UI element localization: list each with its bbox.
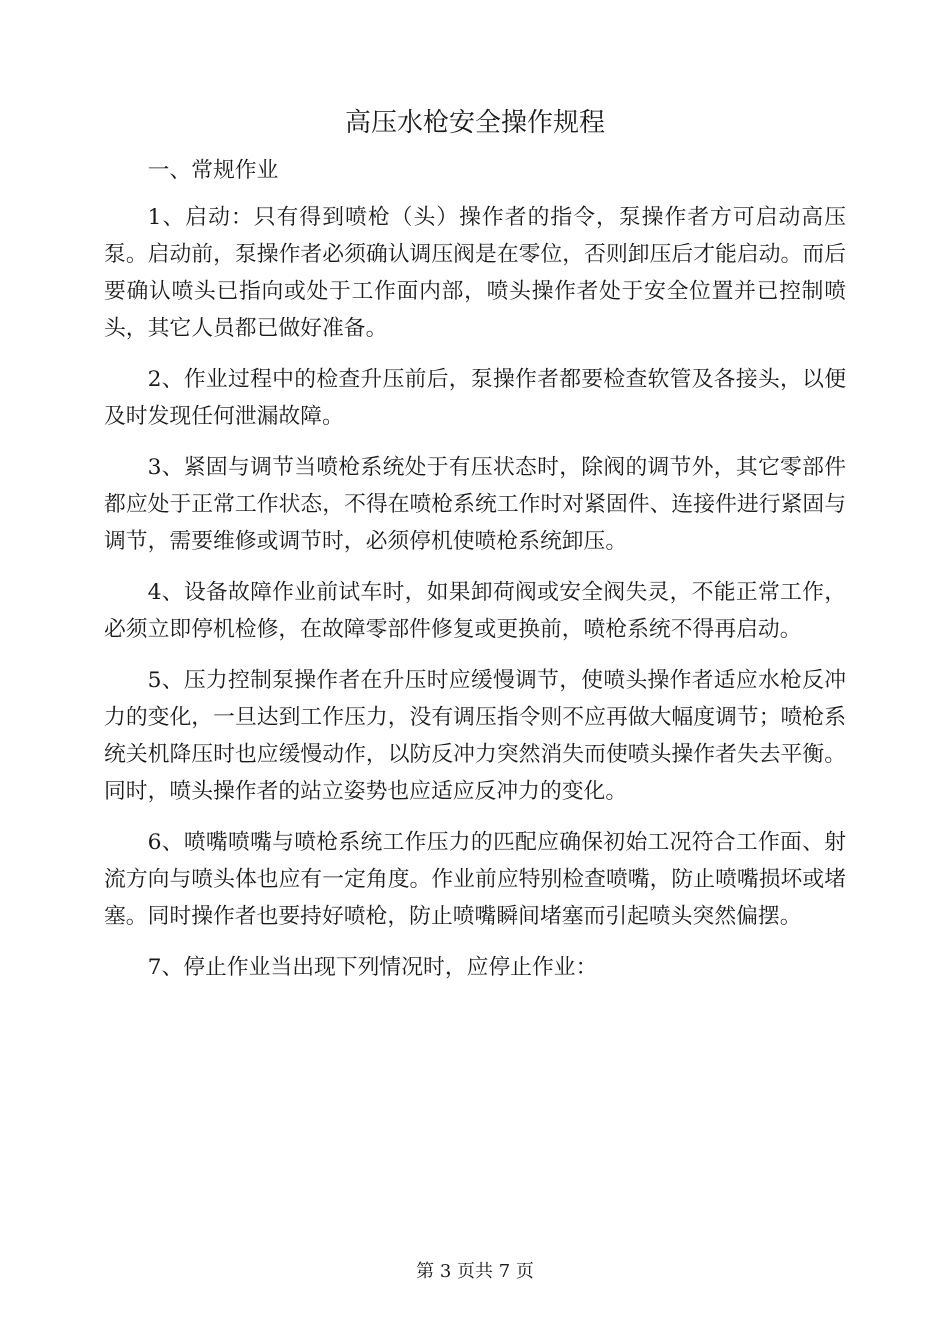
paragraph-startup: 1、启动：只有得到喷枪（头）操作者的指令，泵操作者方可启动高压泵。启动前，泵操作者必须确认调压阀是在零位，否则卸压后才能启动。而后要确认喷头已指向或处于工作面内部，喷头操作者处于安全位置并已控制喷头，其它人员都已做好准备。 bbox=[104, 205, 846, 341]
paragraph-equipment-fault: 4、设备故障作业前试车时，如果卸荷阀或安全阀失灵，不能正常工作，必须立即停机检修，在故障零部件修复或更换前，喷枪系统不得再启动。 bbox=[104, 580, 846, 642]
paragraph-pressure-control: 5、压力控制泵操作者在升压时应缓慢调节，使喷头操作者适应水枪反冲力的变化，一旦达到工作压力，没有调压指令则不应再做大幅度调节；喷枪系统关机降压时也应缓慢动作，以防反冲力突然消失而使喷头操作者失去平衡。同时，喷头操作者的站立姿势也应适应反冲力的变化。 bbox=[104, 668, 846, 804]
document-body bbox=[104, 152, 846, 1000]
section-heading: 一、常规作业 bbox=[147, 158, 279, 183]
paragraph-stop-work: 7、停止作业当出现下列情况时，应停止作业： bbox=[147, 955, 598, 980]
paragraph-inspection: 2、作业过程中的检查升压前后，泵操作者都要检查软管及各接头，以便及时发现任何泄漏故障。 bbox=[104, 367, 846, 429]
paragraph-nozzle: 6、喷嘴喷嘴与喷枪系统工作压力的匹配应确保初始工况符合工作面、射流方向与喷头体也应有一定角度。作业前应特别检查喷嘴，防止喷嘴损坏或堵塞。同时操作者也要持好喷枪，防止喷嘴瞬间堵塞而引起喷头突然偏摆。 bbox=[104, 830, 846, 929]
paragraph-fastening: 3、紧固与调节当喷枪系统处于有压状态时，除阀的调节外，其它零部件都应处于正常工作状态，不得在喷枪系统工作时对紧固件、连接件进行紧固与调节，需要维修或调节时，必须停机使喷枪系统卸压。 bbox=[104, 455, 846, 554]
document-title: 高压水枪安全操作规程 bbox=[344, 108, 605, 138]
page-number: 第 3 页共 7 页 bbox=[416, 1261, 534, 1282]
